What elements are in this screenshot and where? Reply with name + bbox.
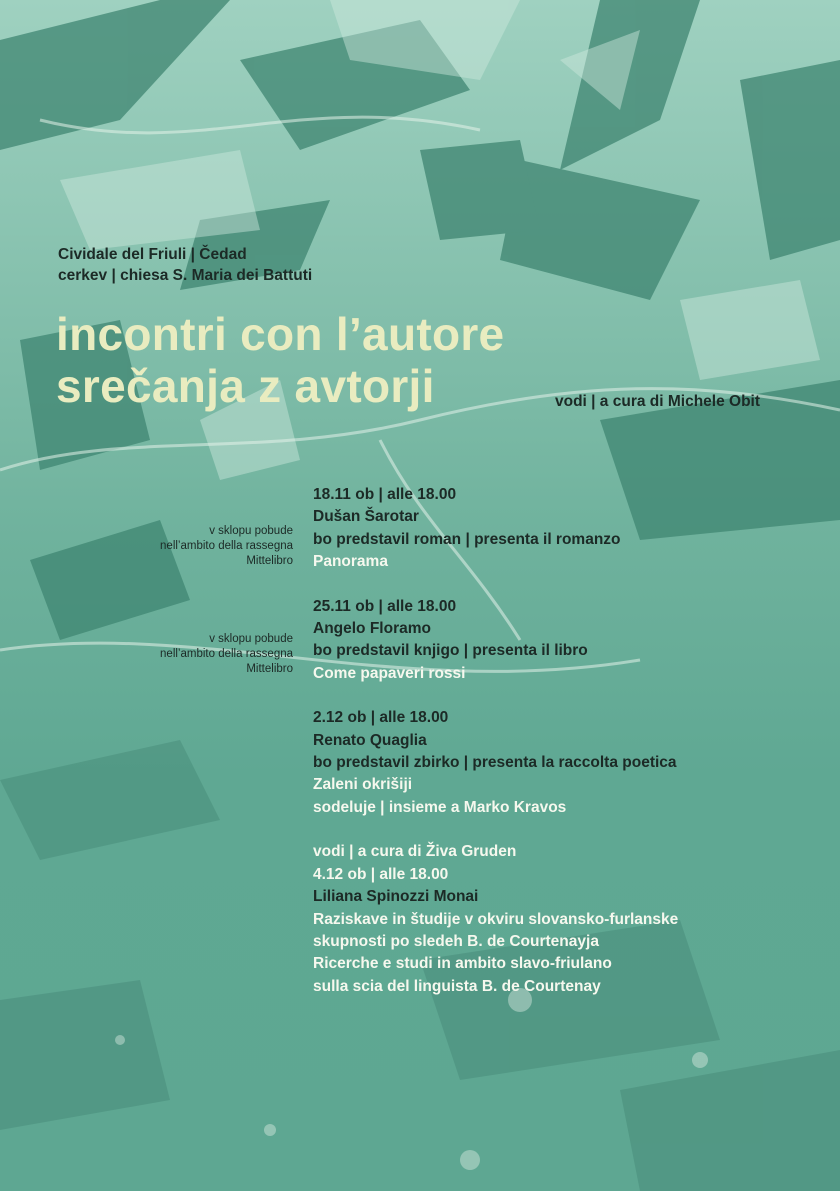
event-work-title: Panorama — [313, 553, 388, 571]
event-work-title: Zaleni okrišiji — [313, 776, 413, 794]
venue-church: cerkev | chiesa S. Maria dei Battuti — [58, 267, 313, 284]
event-work-title: Ricerche e studi in ambito slavo-friulano — [313, 955, 612, 973]
event-work-title: Come papaveri rossi — [313, 664, 466, 682]
event-list — [313, 484, 823, 998]
title-slovenian: srečanja z avtorji — [56, 360, 435, 412]
event-action: bo predstavil roman | presenta il romanzo — [313, 530, 621, 548]
event-date: 18.11 ob | alle 18.00 — [313, 486, 457, 503]
event-author: Renato Quaglia — [313, 731, 427, 749]
event-item — [313, 707, 823, 819]
event-action: bo predstavil knjigo | presenta il libro — [313, 642, 588, 660]
poster-title — [56, 308, 504, 412]
event-item — [313, 596, 823, 686]
event-date: 4.12 ob | alle 18.00 — [313, 865, 449, 883]
event-work-title: sulla scia del linguista B. de Courtenay — [313, 977, 601, 995]
event-author: Liliana Spinozzi Monai — [313, 888, 479, 906]
event-date: 2.12 ob | alle 18.00 — [313, 709, 449, 727]
event-item — [313, 484, 823, 574]
event-date: 25.11 ob | alle 18.00 — [313, 597, 457, 615]
event-guest: sodeluje | insieme a Marko Kravos — [313, 798, 567, 816]
series-note: v sklopu pobude nell’ambito della rassegna Mittelibro — [160, 525, 293, 567]
event-item — [313, 841, 823, 998]
event-curator: vodi | a cura di Živa Gruden — [313, 843, 517, 861]
series-note: v sklopu pobude nell’ambito della rassegna Mittelibro — [160, 633, 293, 675]
event-author: Angelo Floramo — [313, 620, 431, 638]
event-action: bo predstavil zbirko | presenta la raccolta poetica — [313, 754, 677, 772]
venue-block — [58, 244, 312, 286]
event-author: Dušan Šarotar — [313, 508, 419, 526]
venue-city: Cividale del Friuli | Čedad — [58, 246, 247, 263]
event-work-title: skupnosti po sledeh B. de Courtenayja — [313, 932, 599, 950]
event-work-title: Raziskave in študije v okviru slovansko-furlanske — [313, 910, 679, 928]
title-italian: incontri con l’autore — [56, 308, 505, 360]
curator-credit: vodi | a cura di Michele Obit — [555, 393, 761, 410]
